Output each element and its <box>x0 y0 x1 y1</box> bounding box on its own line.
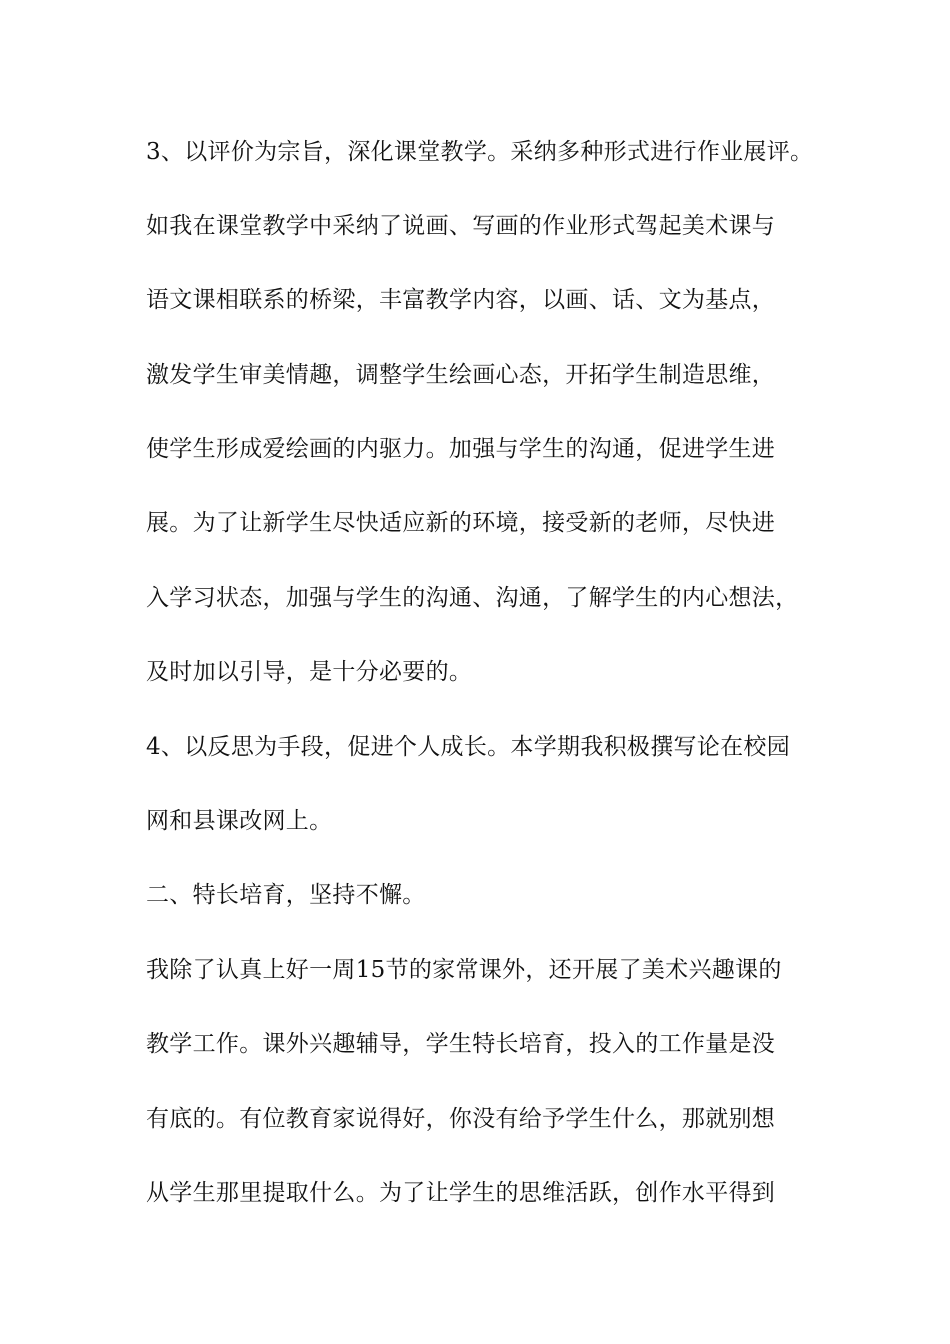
text-line: 及时加以引导，是十分必要的。 <box>146 659 473 685</box>
text-line: 入学习状态，加强与学生的沟通、沟通，了解学生的内心想法， <box>146 585 799 611</box>
text-line: 激发学生审美情趣，调整学生绘画心态，开拓学生制造思维， <box>146 362 776 388</box>
text-line: 3、以评价为宗旨，深化课堂教学。采纳多种形式进行作业展评。 <box>146 139 814 165</box>
text-line: 我除了认真上好一周15节的家常课外，还开展了美术兴趣课的 <box>146 957 782 983</box>
text-line: 4、以反思为手段，促进个人成长。本学期我积极撰写论在校园 <box>146 734 791 760</box>
section-heading: 二、特长培育，坚持不懈。 <box>146 882 426 908</box>
text-line: 有底的。有位教育家说得好，你没有给予学生什么，那就别想 <box>146 1106 776 1132</box>
text-line: 从学生那里提取什么。为了让学生的思维活跃，创作水平得到 <box>146 1180 776 1206</box>
text-line: 教学工作。课外兴趣辅导，学生特长培育，投入的工作量是没 <box>146 1031 776 1057</box>
text-line: 语文课相联系的桥梁，丰富教学内容，以画、话、文为基点， <box>146 287 776 313</box>
text-line: 展。为了让新学生尽快适应新的环境，接受新的老师，尽快进 <box>146 510 776 536</box>
text-line: 如我在课堂教学中采纳了说画、写画的作业形式驾起美术课与 <box>146 213 776 239</box>
text-line: 网和县课改网上。 <box>146 808 333 834</box>
text-line: 使学生形成爱绘画的内驱力。加强与学生的沟通，促进学生进 <box>146 436 776 462</box>
